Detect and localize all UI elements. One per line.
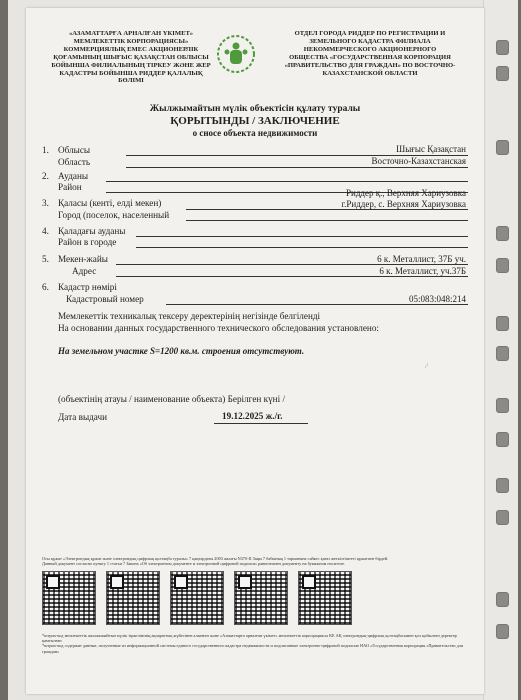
punch-hole — [496, 258, 509, 273]
punch-hole — [496, 140, 509, 155]
header-left-kz — [46, 30, 216, 85]
field-label-kz: Облысы — [58, 145, 91, 155]
header-right-ru — [282, 30, 458, 77]
header-left-line: БӨЛІМІ — [118, 77, 144, 85]
qr-code-icon — [234, 571, 288, 625]
conclusion-text: На земельном участке S=1200 кв.м. строения отсутствуют. — [58, 346, 305, 356]
underline — [136, 236, 468, 237]
qr-code-section — [42, 556, 472, 654]
field-label-kz: Қаладағы ауданы — [58, 226, 126, 236]
header-right-line: ОТДЕЛ ГОРОДА РИДДЕР ПО РЕГИСТРАЦИИ И — [294, 30, 446, 37]
field-label-ru: Область — [58, 157, 91, 167]
underline — [136, 247, 468, 248]
header-right-line: НЕКОММЕРЧЕСКОГО АКЦИОНЕРНОГО — [303, 45, 437, 53]
sleeve-binding-strip — [483, 0, 518, 700]
title-ru: о сносе объекта недвижимости — [192, 128, 318, 138]
qr-code-row — [42, 571, 472, 633]
title-kz: Жылжымайтын мүлік объектісін құлату туралы — [149, 104, 361, 114]
underline — [214, 423, 308, 424]
underline — [166, 304, 468, 305]
qr-code-icon — [42, 571, 96, 625]
government-logo-icon — [216, 34, 256, 74]
field-label-ru: Адрес — [72, 266, 97, 276]
field-label-ru: Район в городе — [58, 237, 117, 247]
underline — [186, 220, 468, 221]
field-number: 5. — [42, 254, 49, 264]
header-right-line: ЗЕМЕЛЬНОГО КАДАСТРА ФИЛИАЛА — [309, 37, 431, 45]
field-label-kz: Ауданы — [58, 171, 89, 181]
qr-code-icon — [170, 571, 224, 625]
qr-code-icon — [298, 571, 352, 625]
title-main: ҚОРЫТЫНДЫ / ЗАКЛЮЧЕНИЕ — [170, 115, 340, 127]
field-number: 1. — [42, 145, 49, 155]
footer-note-ru: Данный документ согласно пункту 1 статьи 7 Закона «Об электронном документе и электронной цифровой подписи» равнозначен документу на бумажном носителе. — [42, 561, 346, 567]
field-value-kz: Риддер қ., Верхняя Хариузовка — [346, 188, 466, 198]
watermark-stamp-icon: ~ — [420, 360, 434, 372]
header-right-line: «ПРАВИТЕЛЬСТВО ДЛЯ ГРАЖДАН» ПО ВОСТОЧНО- — [284, 61, 456, 69]
field-value-ru: Восточно-Казахстанская — [371, 156, 466, 166]
punch-hole — [496, 316, 509, 331]
underline — [116, 276, 468, 277]
field-label-kz: Мекен-жайы — [58, 254, 108, 264]
punch-hole — [496, 66, 509, 81]
header-left-line: КАДАСТРЫ БОЙЫНША РИДДЕР ҚАЛАЛЫҚ — [59, 69, 203, 77]
field-number: 4. — [42, 226, 49, 236]
document-title — [26, 104, 484, 138]
field-cadastral-number — [26, 282, 484, 308]
field-city-district — [26, 226, 484, 252]
field-label-ru: Кадастровый номер — [66, 294, 144, 304]
field-value-kz: 6 к. Металлист, 37Б уч. — [377, 254, 466, 264]
field-city — [26, 188, 484, 226]
punch-hole — [496, 592, 509, 607]
field-value-ru: г.Риддер, с. Верхняя Хариузовка — [341, 199, 466, 209]
header-left-line: БОЙЫНША ФИЛИАЛЫНЫҢ ТІРКЕУ ЖӘНЕ ЖЕР — [51, 61, 211, 69]
punch-hole — [496, 478, 509, 493]
header-left-line: ҚОҒАМЫНЫҢ ШЫҒЫС ҚАЗАҚСТАН ОБЛЫСЫ — [53, 53, 209, 61]
field-label-kz: Қаласы (кенті, елді мекен) — [58, 198, 162, 208]
punch-hole — [496, 510, 509, 525]
basis-text-kz: Мемлекеттік техникалық тексеру деректерінің негізінде белгіленді — [58, 311, 321, 321]
header-right-line: ОБЩЕСТВА «ГОСУДАРСТВЕННАЯ КОРПОРАЦИЯ — [289, 53, 451, 61]
punch-hole — [496, 432, 509, 447]
punch-hole — [496, 624, 509, 639]
field-number: 2. — [42, 171, 49, 181]
punch-hole — [496, 346, 509, 361]
document-page — [26, 8, 484, 694]
field-label-kz: Кадастр нөмірі — [58, 282, 117, 292]
cadastral-number-value: 05:083:048:214 — [408, 294, 466, 304]
field-value-ru: 6 к. Металлист, уч.37Б — [379, 266, 466, 276]
header-left-line: КОММЕРЦИЯЛЫҚ ЕМЕС АКЦИОНЕРЛІК — [63, 45, 199, 53]
field-address — [26, 254, 484, 280]
underline — [116, 264, 468, 265]
footer-barcode-note-ru: *штрих-код содержит данные, полученные из информационной системы единого государственного кадастра недвижимости и подписанные электронно-цифровой подписью НАО «Государственная корпорация «Правительство для граждан» — [42, 643, 464, 654]
basis-text-ru: На основании данных государственного технического обследования установлено: — [58, 323, 379, 333]
field-number: 6. — [42, 282, 49, 292]
date-label: Дата выдачи — [58, 412, 108, 422]
underline — [126, 167, 468, 168]
punch-hole — [496, 398, 509, 413]
field-value-kz: Шығыс Қазақстан — [396, 144, 466, 154]
issued-label: (объектінің атауы / наименование объекта) Берілген күні / — [58, 394, 285, 404]
footer-barcode-note-kz: *штрих-код мемлекеттік жылжымайтын мүлік тіркелімінің ақпараттық жүйесінен алынған және «Азаматтарға арналған үкімет» мемлекеттік корпорациясы КЕ АҚ электрондық-цифрлық қолтаңбасымен қол қойылған деректер қамтылған — [42, 632, 457, 644]
punch-hole — [496, 40, 509, 55]
header-left-line: «АЗАМАТТАРҒА АРНАЛҒАН ҮКІМЕТ» — [69, 30, 193, 37]
punch-hole — [496, 226, 509, 241]
field-label-ru: Район — [58, 182, 82, 192]
header-right-line: КАЗАХСТАНСКОЙ ОБЛАСТИ — [322, 69, 418, 77]
field-label-ru: Город (поселок, населенный — [58, 210, 170, 220]
date-value: 19.12.2025 ж./г. — [222, 411, 283, 421]
qr-code-icon — [106, 571, 160, 625]
header-left-line: МЕМЛЕКЕТТІК КОРПОРАЦИЯСЫ» — [73, 37, 189, 45]
footer-note-kz: Осы құжат «Электрондық құжат және электрондық цифрлық қолтаңба туралы» 7 қаңтардағы 2003 жылғы N370-II Заңы 7 бабының 1 тармағына сәйкес қағаз жеткізгіштегі құжатпен бірдей. — [42, 556, 389, 561]
underline — [106, 181, 468, 182]
underline — [186, 209, 468, 210]
field-number: 3. — [42, 198, 49, 208]
